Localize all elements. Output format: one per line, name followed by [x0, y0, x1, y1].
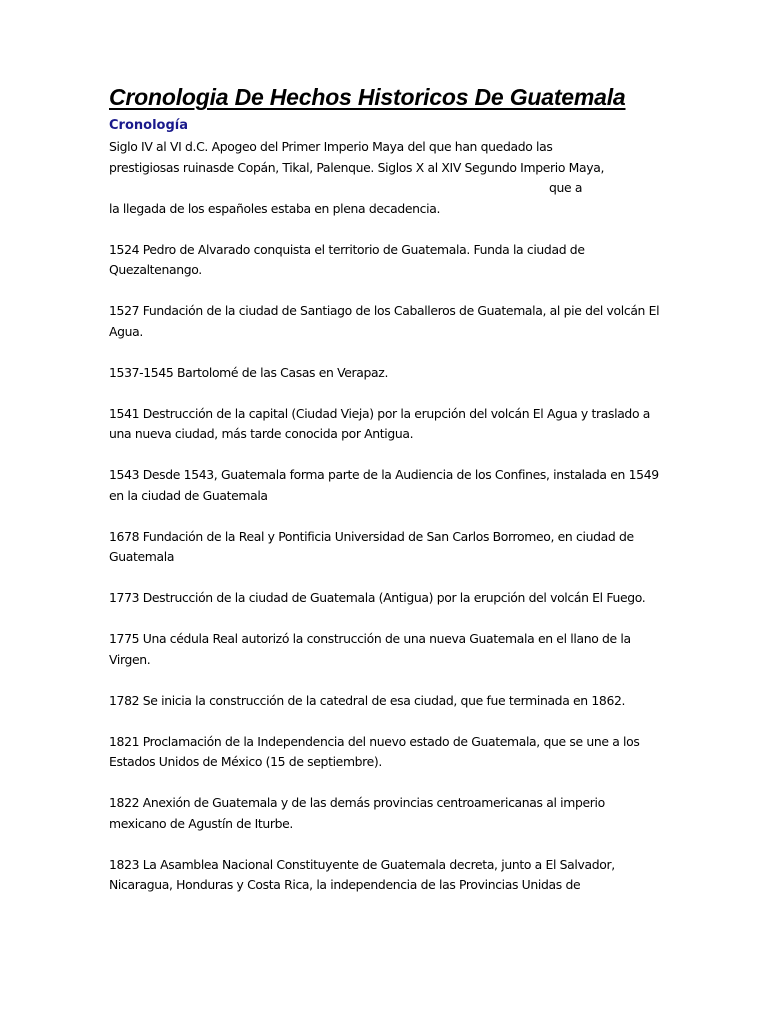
document-content — [109, 82, 661, 916]
entry-1773: 1773 Destrucción de la ciudad de Guatemala (Antigua) por la erupción del volcán El Fuego. — [109, 590, 646, 605]
intro-line: Siglo IV al VI d.C. Apogeo del Primer Imperio Maya del que han quedado las — [109, 139, 553, 154]
entry-1541: 1541 Destrucción de la capital (Ciudad Vieja) por la erupción del volcán El Agua y traslado a una nueva ciudad, más tarde conocida por Antigua. — [109, 405, 651, 441]
entry-1782: 1782 Se inicia la construcción de la catedral de esa ciudad, que fue terminada en 1862. — [109, 692, 626, 708]
document-title: Cronologia De Hechos Historicos De Guatemala — [109, 84, 626, 110]
entry-1775: 1775 Una cédula Real autorizó la construcción de una nueva Guatemala en el llano de la Virgen. — [109, 631, 631, 667]
entry-1678: 1678 Fundación de la Real y Pontificia Universidad de San Carlos Borromeo, en ciudad de Guatemala — [109, 528, 634, 564]
entry-1821: 1821 Proclamación de la Independencia del nuevo estado de Guatemala, que se une a los Estados Unidos de México (15 de septiembre). — [109, 733, 640, 769]
entry-1527: 1527 Fundación de la ciudad de Santiago de los Caballeros de Guatemala, al pie del volcán El Agua. — [109, 303, 660, 339]
intro-line: prestigiosas ruinasde Copán, Tikal, Palenque. Siglos X al XIV Segundo Imperio Maya, — [109, 159, 605, 175]
intro-paragraph — [109, 137, 661, 219]
intro-line: que a — [549, 180, 583, 195]
section-label: Cronología — [109, 118, 188, 133]
entry-1524: 1524 Pedro de Alvarado conquista el territorio de Guatemala. Funda la ciudad de Quezaltenango. — [109, 241, 585, 277]
entry-1543: 1543 Desde 1543, Guatemala forma parte de la Audiencia de los Confines, instalada en 1549 en la ciudad de Guatemala — [109, 467, 659, 503]
intro-line: la llegada de los españoles estaba en plena decadencia. — [109, 200, 441, 216]
entry-1822: 1822 Anexión de Guatemala y de las demás provincias centroamericanas al imperio mexicano de Agustín de Iturbe. — [109, 795, 605, 831]
entry-1537: 1537-1545 Bartolomé de las Casas en Verapaz. — [109, 364, 389, 380]
entry-1823: 1823 La Asamblea Nacional Constituyente de Guatemala decreta, junto a El Salvador, Nicaragua, Honduras y Costa Rica, la independencia de las Provincias Unidas de — [109, 856, 615, 892]
